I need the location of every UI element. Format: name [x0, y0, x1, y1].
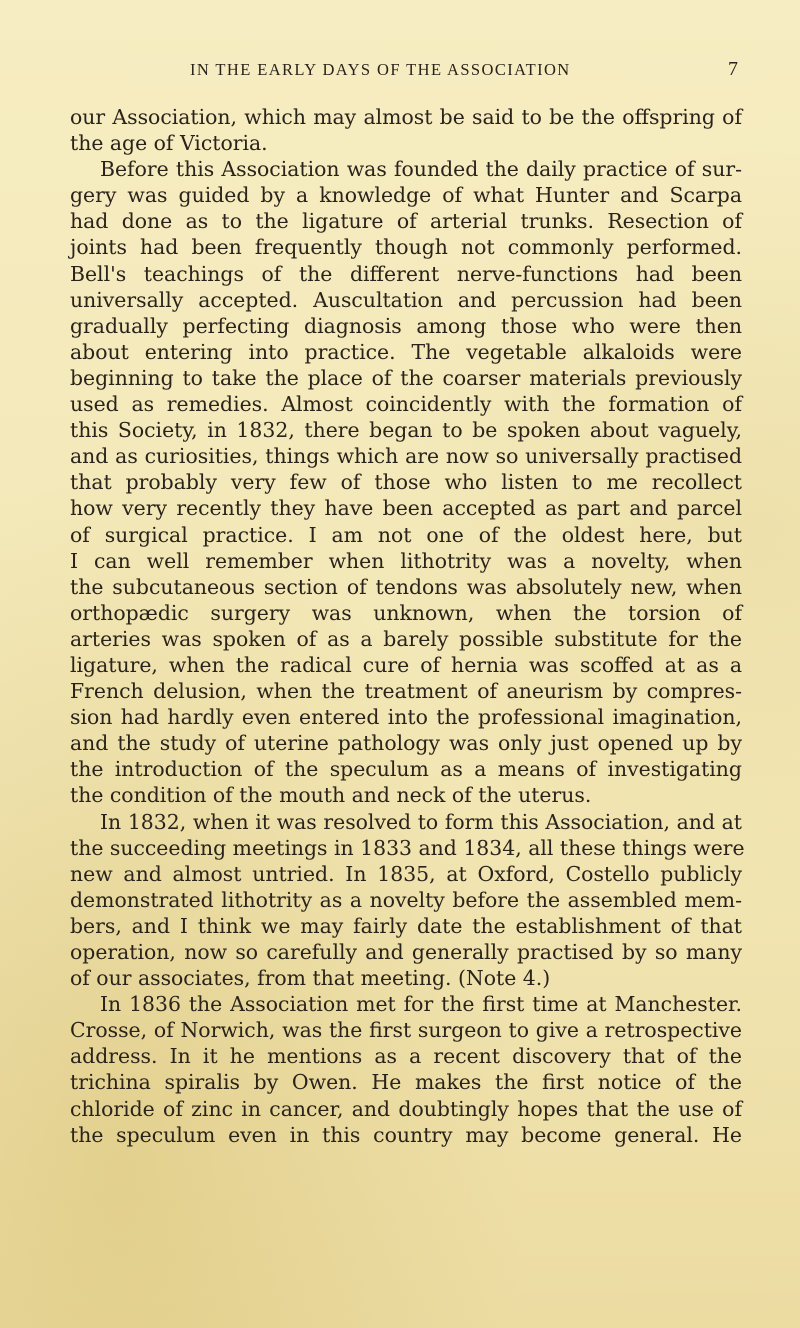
text-line: I can well remember when lithotrity was a novelty, when [70, 548, 742, 573]
text-line: joints had been frequently though not commonly performed. [70, 235, 742, 260]
text-line: this Society, in 1832, there began to be spoken about vaguely, [70, 418, 742, 443]
text-line: Before this Association was founded the daily practice of sur- [100, 157, 742, 182]
text-line: new and almost untried. In 1835, at Oxford, Costello publicly [70, 861, 742, 886]
text-line: operation, now so carefully and generally practised by so many [70, 940, 742, 964]
text-line: Crosse, of Norwich, was the first surgeon to give a retrospective [70, 1018, 742, 1043]
running-head [190, 60, 738, 86]
text-line: of our associates, from that meeting. (Note 4.) [70, 966, 551, 991]
text-line: trichina spiralis by Owen. He makes the first notice of the [70, 1070, 742, 1095]
text-line: used as remedies. Almost coincidently with the formation of [70, 392, 742, 417]
text-line: the age of Victoria. [70, 131, 268, 156]
text-line: that probably very few of those who listen to me recollect [70, 470, 742, 495]
text-line: address. In it he mentions as a recent discovery that of the [70, 1044, 742, 1069]
text-line: the speculum even in this country may become general. He [70, 1122, 742, 1147]
text-line: the introduction of the speculum as a means of investigating [70, 757, 742, 782]
body-text [70, 104, 745, 1148]
text-line: French delusion, when the treatment of aneurism by compres- [70, 679, 742, 704]
text-line: how very recently they have been accepted as part and parcel [70, 496, 742, 521]
text-line: had done as to the ligature of arterial trunks. Resection of [70, 209, 742, 234]
text-line: gery was guided by a knowledge of what Hunter and Scarpa [70, 183, 742, 208]
text-line: of surgical practice. I am not one of the oldest here, but [70, 522, 742, 547]
text-line: and as curiosities, things which are now so universally practised [70, 444, 742, 469]
text-line: demonstrated lithotrity as a novelty before the assembled mem- [70, 887, 742, 912]
text-line: about entering into practice. The vegetable alkaloids were [70, 339, 742, 364]
text-line: the succeeding meetings in 1833 and 1834, all these things were [70, 835, 745, 860]
text-line: Bell's teachings of the different nerve-functions had been [70, 261, 742, 286]
text-line: our Association, which may almost be said to be the offspring of [70, 105, 742, 129]
text-line: In 1832, when it was resolved to form this Association, and at [100, 809, 742, 834]
text-line: orthopædic surgery was unknown, when the torsion of [70, 600, 742, 625]
text-line: and the study of uterine pathology was only just opened up by [70, 731, 742, 756]
text-line: the condition of the mouth and neck of the uterus. [70, 783, 592, 808]
running-title: IN THE EARLY DAYS OF THE ASSOCIATION [190, 60, 571, 79]
text-line: In 1836 the Association met for the first time at Manchester. [100, 992, 742, 1017]
text-line: chloride of zinc in cancer, and doubtingly hopes that the use of [70, 1096, 742, 1121]
text-line: universally accepted. Auscultation and percussion had been [70, 287, 742, 312]
text-line: gradually perfecting diagnosis among those who were then [70, 313, 742, 338]
page-number: 7 [728, 58, 738, 80]
text-line: the subcutaneous section of tendons was absolutely new, when [70, 574, 742, 599]
text-line: sion had hardly even entered into the professional imagination, [70, 705, 742, 730]
text-line: ligature, when the radical cure of hernia was scoffed at as a [70, 652, 742, 677]
text-line: beginning to take the place of the coarser materials previously [70, 365, 742, 390]
text-line: arteries was spoken of as a barely possible substitute for the [70, 626, 742, 651]
text-line: bers, and I think we may fairly date the establishment of that [70, 913, 742, 938]
